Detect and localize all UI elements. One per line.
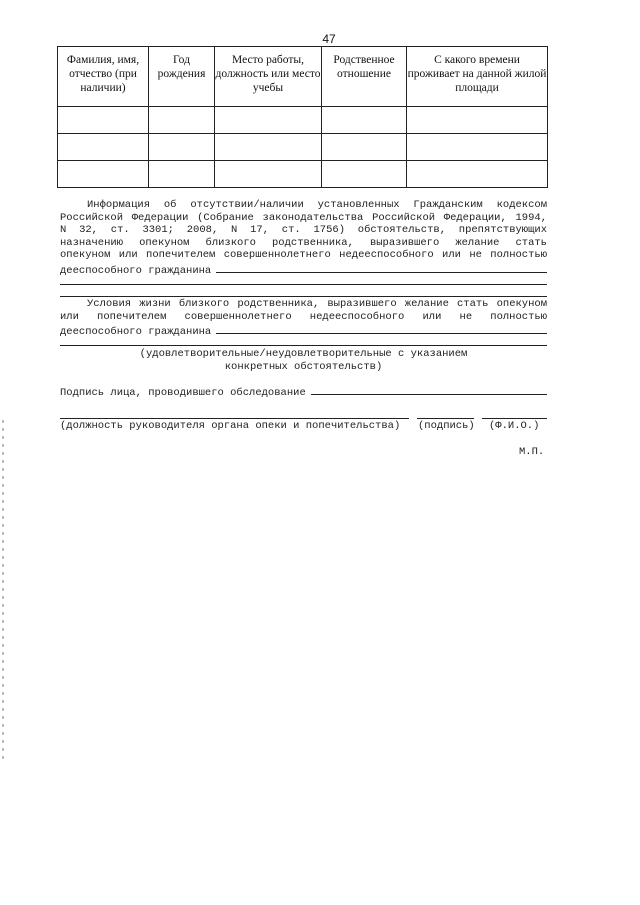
table-cell[interactable] [322,134,407,161]
table-cell[interactable] [149,134,215,161]
info-line: Информация об отсутствии/наличии установленных Гражданским кодексом [87,199,547,211]
signature-caption: (подпись) [418,420,475,432]
table-cell[interactable] [149,107,215,134]
table-cell[interactable] [149,161,215,188]
header-residence-since: С какого времени проживает на данной жилой площади [407,47,548,107]
family-members-table [57,46,548,188]
living-answer-line[interactable] [216,323,547,334]
table-cell[interactable] [322,107,407,134]
stamp-label: М.П. [519,446,545,458]
living-line: Условия жизни близкого родственника, выразившего желание стать опекуном [87,298,547,310]
scan-margin-artifact [2,420,4,760]
inspector-signature-line[interactable] [311,384,547,395]
living-paragraph [60,298,547,339]
table-cell[interactable] [215,134,322,161]
table-cell[interactable] [58,134,149,161]
info-line: опекуном или попечителем совершеннолетнего недееспособного или не полностью [60,249,547,262]
position-line[interactable] [60,418,409,419]
info-fill-row [60,262,547,275]
info-line: Российской Федерации (Собрание законодательства Российской Федерации, 1994, [60,211,547,224]
info-line: назначению опекуном близкого родственника, выразившего желание стать [60,236,547,249]
table-cell[interactable] [58,107,149,134]
full-name-line[interactable] [482,418,547,419]
table-cell[interactable] [215,161,322,188]
page-number: 47 [322,32,336,46]
table-header-row [58,47,548,107]
full-name-caption: (Ф.И.О.) [489,420,540,432]
info-line: N 32, ст. 3301; 2008, N 17, ст. 1756) обстоятельств, препятствующих [60,224,547,237]
info-paragraph [60,199,547,275]
header-workplace: Место работы, должность или место учебы [215,47,322,107]
table-cell[interactable] [322,161,407,188]
info-answer-line[interactable] [216,262,547,273]
signature-label: Подпись лица, проводившего обследование [60,387,306,399]
living-hint-line-1: (удовлетворительные/неудовлетворительные с указанием [139,348,468,360]
table-cell[interactable] [58,161,149,188]
living-hint-line-2: конкретных обстоятельств) [224,361,383,373]
table-row [58,161,548,188]
header-birth-year: Год рождения [149,47,215,107]
table-row [58,134,548,161]
living-answer-line-2[interactable] [60,345,547,346]
position-caption: (должность руководителя органа опеки и попечительства) [60,420,401,432]
info-last-line: дееспособного гражданина [60,264,212,277]
living-line: или попечителем совершеннолетнего недееспособного или не полностью [60,310,547,323]
living-last-line: дееспособного гражданина [60,326,212,339]
table-cell[interactable] [215,107,322,134]
info-answer-line-2[interactable] [60,284,547,285]
signature-row [60,384,547,397]
table-cell[interactable] [407,134,548,161]
table-row [58,107,548,134]
header-relation: Родственное отношение [322,47,407,107]
table-cell[interactable] [407,161,548,188]
living-fill-row [60,323,547,339]
signature-line[interactable] [417,418,474,419]
header-full-name: Фамилия, имя, отчество (при наличии) [58,47,149,107]
info-answer-line-3[interactable] [60,296,547,297]
table-cell[interactable] [407,107,548,134]
